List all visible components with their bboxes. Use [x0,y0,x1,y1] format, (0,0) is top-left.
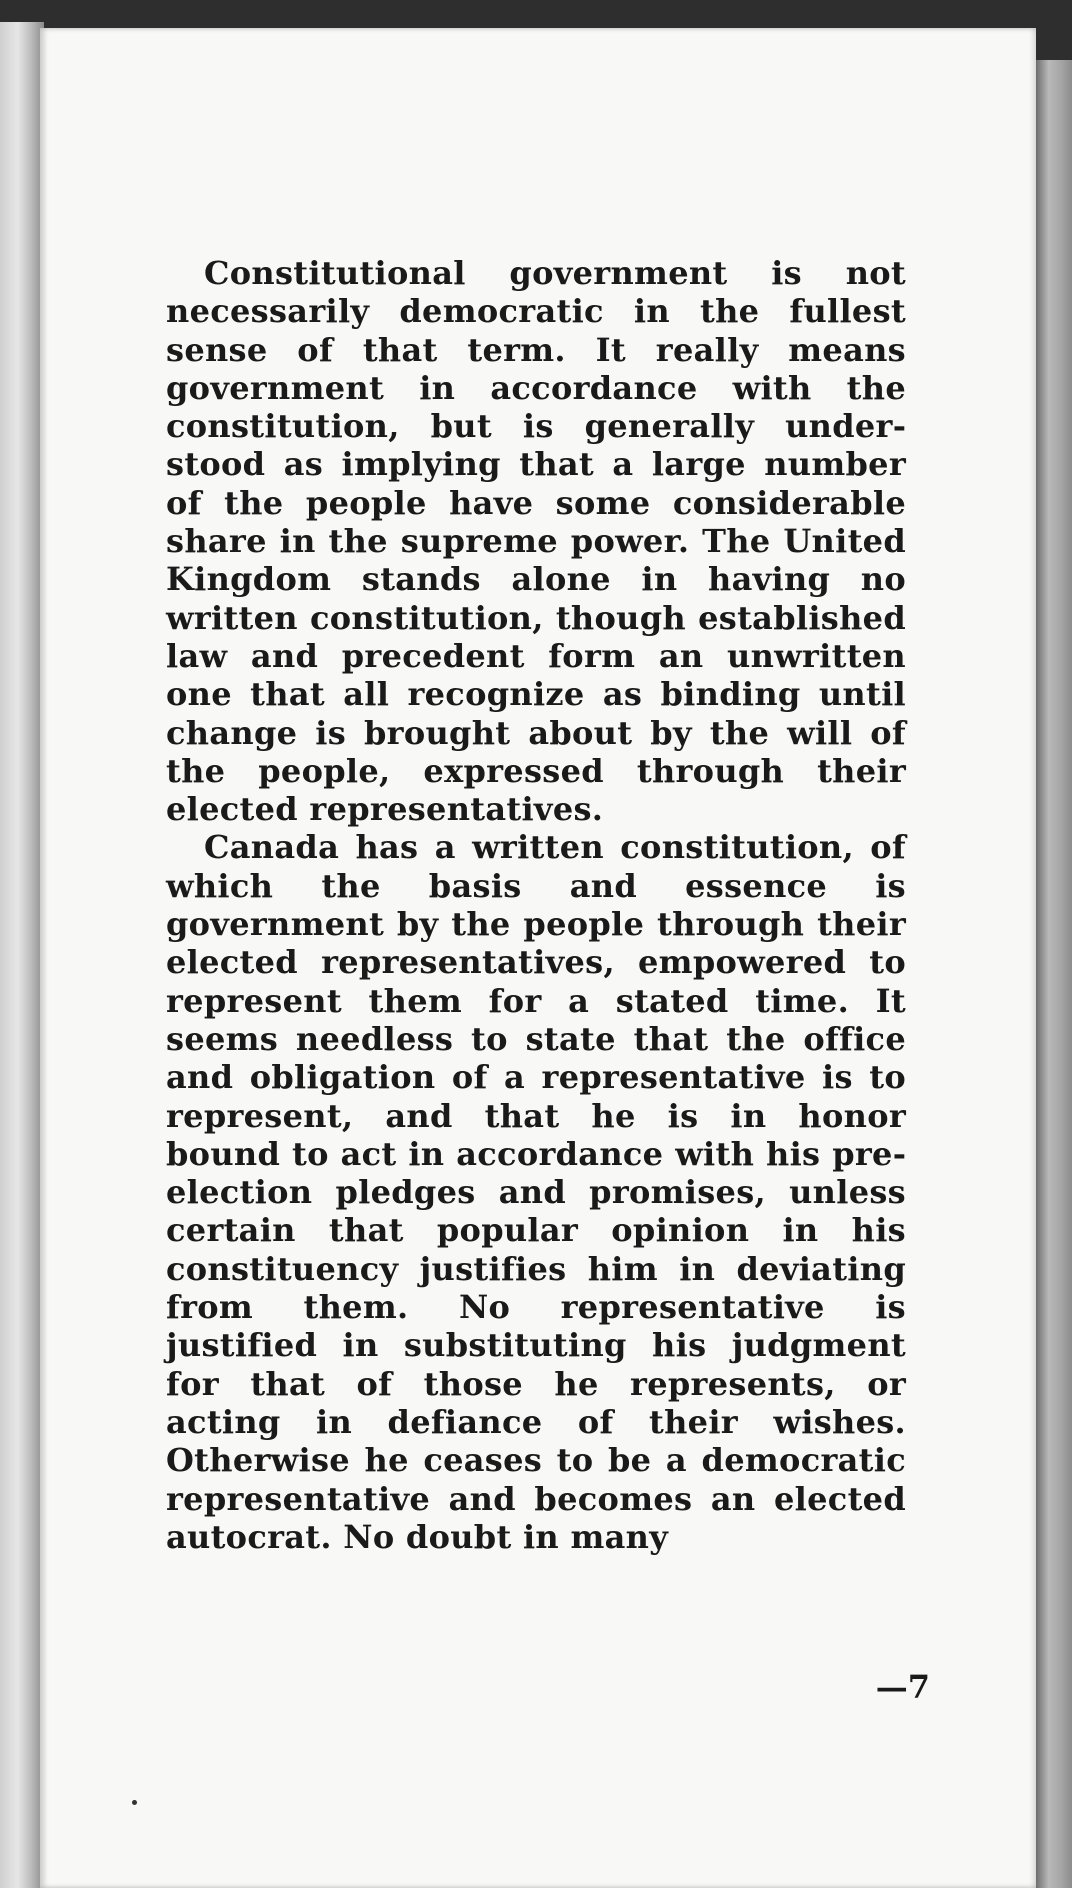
paragraph-1: Constitutional government is not necessarily democratic in the fullest sense of that term. It really means government in accordance with the constitution, but is generally understood as implying that a large number of the people have some considerable share in the supreme power. The United Kingdom stands alone in having no written constitution, though established law and precedent form an unwritten one that all recognize as binding until change is brought about by the will of the people, expressed through their elected representatives. [166,254,906,829]
binding-edge-left [0,22,44,1888]
paragraph-2: Canada has a written constitution, of which the basis and essence is government by the people through their elected representatives, empowered to represent them for a stated time. It seems needless to state that the office and obligation of a representative is to represent, and that he is in honor bound to act in accordance with his preelection pledges and promises, unless certain that popular opinion in his constituency justifies him in deviating from them. No representative is justified in substituting his judgment for that of those he represents, or acting in defiance of their wishes. Otherwise he ceases to be a democratic representative and becomes an elected autocrat. No doubt in many [166,828,906,1556]
body-text [166,254,906,1556]
binding-edge-right [1036,60,1072,1888]
page-number: —7 [875,1668,930,1706]
book-page [40,28,1036,1888]
scan-speck [132,1800,137,1805]
